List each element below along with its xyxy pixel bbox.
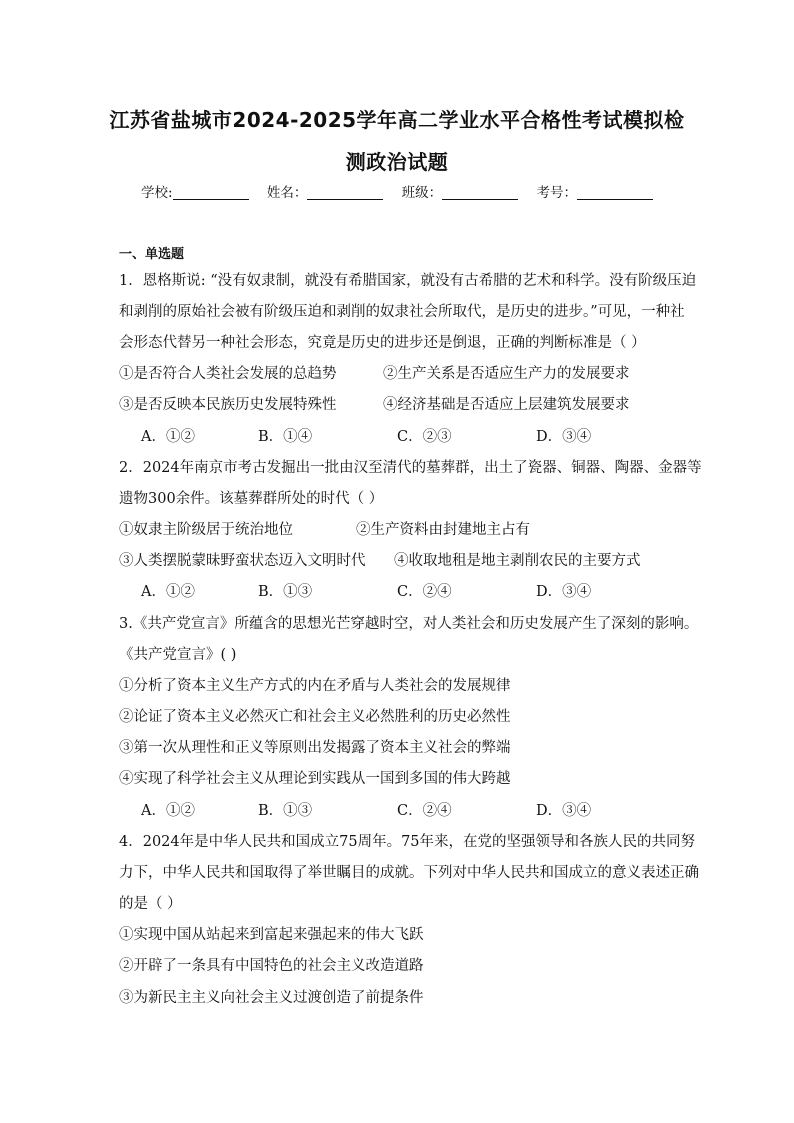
question-3-item: ③第一次从理性和正义等原则出发揭露了资本主义社会的弊端 [119,740,511,756]
section-title: 一、单选题 [119,247,185,262]
question-2-choice-a[interactable]: A．①② [141,584,195,600]
question-4-item: ②开辟了一条具有中国特色的社会主义改造道路 [119,958,424,974]
question-1-stem-line: 和剥削的原始社会被有阶级压迫和剥削的奴隶社会所取代，是历史的进步。”可见，一种社 [119,304,685,320]
question-1-stem-line: 1．恩格斯说: “没有奴隶制，就没有希腊国家，就没有古希腊的艺术和科学。没有阶级压迫 [119,273,697,289]
question-3-choice-b[interactable]: B．①③ [258,803,313,819]
question-3-stem-line: 3.《共产党宣言》所蕴含的思想光芒穿越时空，对人类社会和历史发展产生了深刻的影响。 [119,616,699,632]
question-2-item: ②生产资料由封建地主占有 [356,522,530,538]
exam-title-line2: 测政治试题 [345,150,449,174]
number-blank [577,185,653,200]
exam-title-line1: 江苏省盐城市2024-2025学年高二学业水平合格性考试模拟检 [109,108,685,132]
question-2-choice-b[interactable]: B．①③ [258,584,313,600]
question-2-item: ①奴隶主阶级居于统治地位 [119,522,293,538]
student-info-row [0,181,794,201]
question-3-choice-a[interactable]: A．①② [141,803,195,819]
name-label: 姓名： [266,185,308,201]
class-label: 班级： [401,185,443,201]
question-4-item: ①实现中国从站起来到富起来强起来的伟大飞跃 [119,927,424,943]
question-1-choice-a[interactable]: A．①② [141,429,195,445]
class-blank [442,185,518,200]
question-4-item: ③为新民主主义向社会主义过渡创造了前提条件 [119,990,424,1006]
question-1-stem-line: 会形态代替另一种社会形态，究竟是历史的进步还是倒退，正确的判断标准是（ ） [119,335,646,351]
school-label: 学校: [141,185,173,201]
question-3-item: ④实现了科学社会主义从理论到实践从一国到多国的伟大跨越 [119,771,511,787]
question-4-stem-line: 力下，中华人民共和国取得了举世瞩目的成就。下列对中华人民共和国成立的意义表述正确 [119,865,699,881]
school-blank [173,185,249,200]
question-1-choice-b[interactable]: B．①④ [258,429,313,445]
question-3-choice-d[interactable]: D．③④ [536,803,592,819]
question-1-item: ③是否反映本民族历史发展特殊性 [119,397,337,413]
question-1-item: ④经济基础是否适应上层建筑发展要求 [383,397,630,413]
question-2-stem-line: 遗物300余件。该墓葬群所处的时代（ ） [119,491,384,507]
question-1-item: ①是否符合人类社会发展的总趋势 [119,366,337,382]
question-3-item: ①分析了资本主义生产方式的内在矛盾与人类社会的发展规律 [119,678,511,694]
question-3-item: ②论证了资本主义必然灭亡和社会主义必然胜利的历史必然性 [119,709,511,725]
question-2-item: ④收取地租是地主剥削农民的主要方式 [394,553,641,569]
question-2-choice-d[interactable]: D．③④ [536,584,592,600]
question-2-choice-c[interactable]: C．②④ [397,584,452,600]
number-label: 考号： [536,185,577,201]
name-blank [307,185,383,200]
question-3-choice-c[interactable]: C．②④ [397,803,452,819]
question-4-stem-line: 的是（ ） [119,896,182,912]
question-4-stem-line: 4．2024年是中华人民共和国成立75周年。75年来，在党的坚强领导和各族人民的共同努 [119,834,696,850]
question-2-stem-line: 2．2024年南京市考古发掘出一批由汉至清代的墓葬群，出土了瓷器、铜器、陶器、金器等 [119,460,702,476]
question-1-choice-d[interactable]: D．③④ [536,429,592,445]
question-1-item: ②生产关系是否适应生产力的发展要求 [383,366,630,382]
question-2-item: ③人类摆脱蒙昧野蛮状态迈入文明时代 [119,553,366,569]
question-3-stem-line: 《共产党宣言》( ) [119,647,237,663]
question-1-choice-c[interactable]: C．②③ [397,429,452,445]
